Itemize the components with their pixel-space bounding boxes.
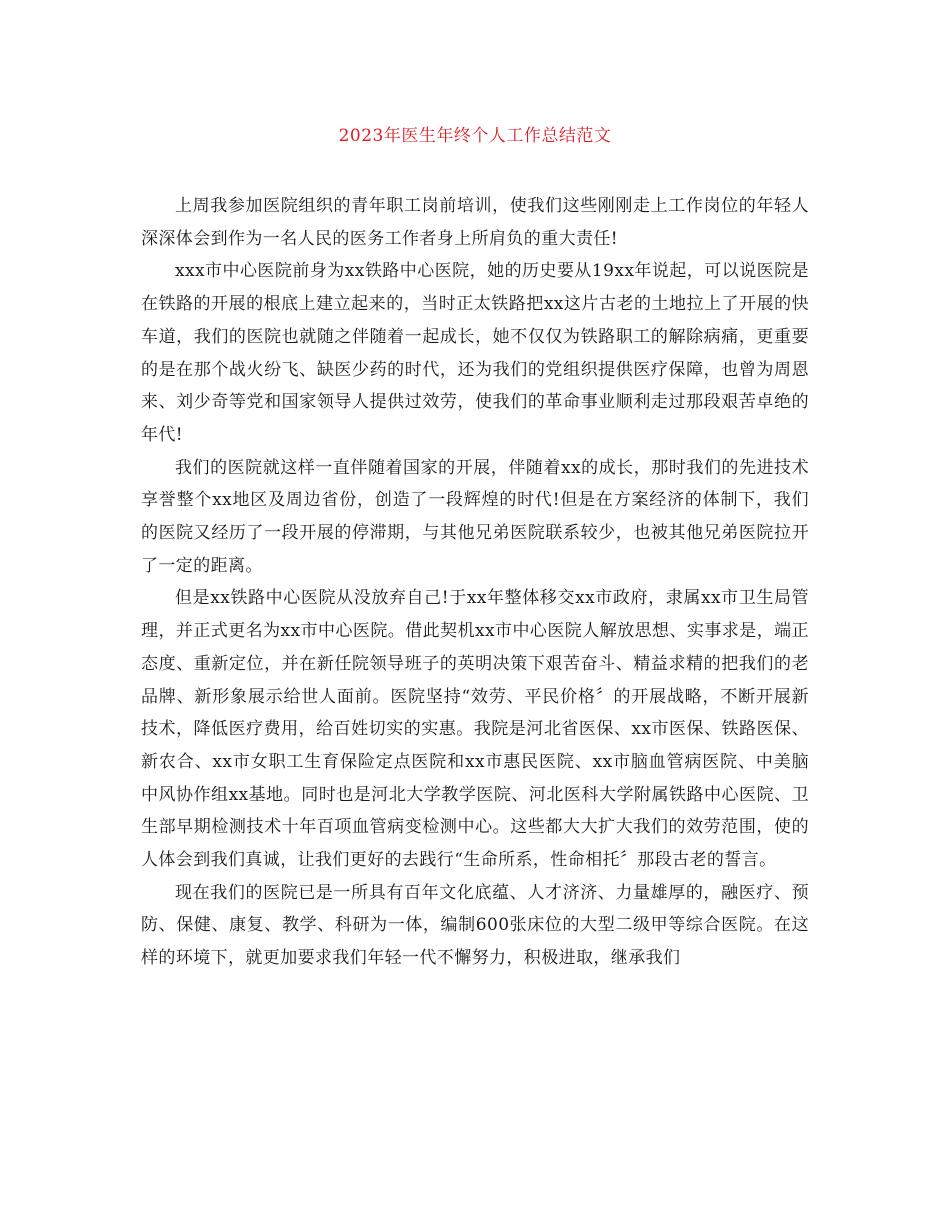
paragraph-5: 现在我们的医院已是一所具有百年文化底蕴、人才济济、力量雄厚的，融医疗、预防、保健、康复、教学、科研为一体，编制600张床位的大型二级甲等综合医院。在这样的环境下，就更加要求我们年轻一代不懈努力，积极进取，继承我们 [141,882,809,969]
document-title: 2023年医生年终个人工作总结范文 [338,126,612,146]
document-body [141,190,809,975]
paragraph-3: 我们的医院就这样一直伴随着国家的开展，伴随着xx的成长，那时我们的先进技术享誉整个xx地区及周边省份，创造了一段辉煌的时代!但是在方案经济的体制下，我们的医院又经历了一段开展的停滞期，与其他兄弟医院联系较少，也被其他兄弟医院拉开了一定的距离。 [141,457,809,576]
paragraph-2: xxx市中心医院前身为xx铁路中心医院，她的历史要从19xx年说起，可以说医院是在铁路的开展的根底上建立起来的，当时正太铁路把xx这片古老的土地拉上了开展的快车道，我们的医院也就随之伴随着一起成长，她不仅仅为铁路职工的解除病痛，更重要的是在那个战火纷飞、缺医少药的时代，还为我们的党组织提供医疗保障，也曾为周恩来、刘少奇等党和国家领导人提供过效劳，使我们的革命事业顺利走过那段艰苦卓绝的年代! [141,261,809,445]
paragraph-1: 上周我参加医院组织的青年职工岗前培训，使我们这些刚刚走上工作岗位的年轻人深深体会到作为一名人民的医务工作者身上所肩负的重大责任! [141,196,809,249]
paragraph-4: 但是xx铁路中心医院从没放弃自己!于xx年整体移交xx市政府，隶属xx市卫生局管理，并正式更名为xx市中心医院。借此契机xx市中心医院人解放思想、实事求是，端正态度、重新定位，并在新任院领导班子的英明决策下艰苦奋斗、精益求精的把我们的老品牌、新形象展示给世人面前。医院坚持“效劳、平民价格〞的开展战略，不断开展新技术，降低医疗费用，给百姓切实的实惠。我院是河北省医保、xx市医保、铁路医保、新农合、xx市女职工生育保险定点医院和xx市惠民医院、xx市脑血管病医院、中美脑中风协作组xx基地。同时也是河北大学教学医院、河北医科大学附属铁路中心医院、卫生部早期检测技术十年百项血管病变检测中心。这些都大大扩大我们的效劳范围，使的人体会到我们真诚，让我们更好的去践行“生命所系，性命相托〞那段古老的誓言。 [141,588,809,871]
